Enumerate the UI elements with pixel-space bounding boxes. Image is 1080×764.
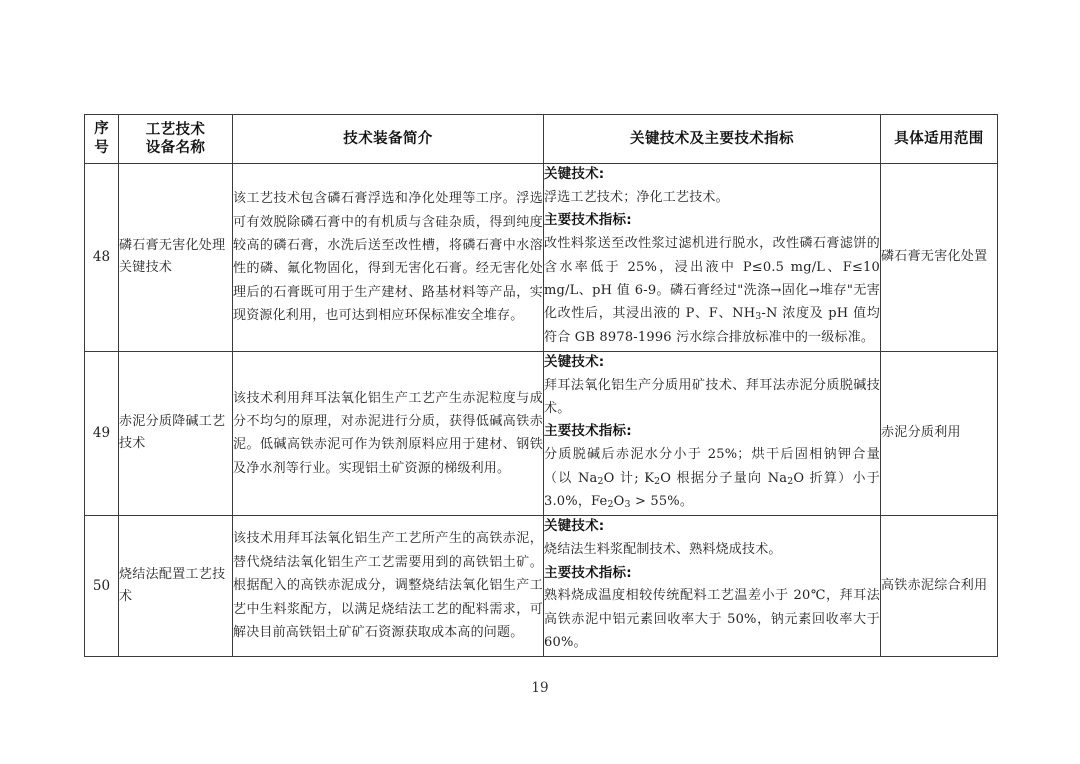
main-index-label: 主要技术指标: (544, 212, 632, 229)
table-row (85, 164, 998, 352)
cell-scope: 磷石膏无害化处置 (881, 164, 998, 352)
cell-scope: 高铁赤泥综合利用 (881, 516, 998, 656)
column-header-equipment-name (119, 115, 233, 164)
cell-key-technology (544, 351, 881, 516)
column-header-sequence-line1: 序 (94, 121, 109, 137)
cell-equipment-name: 赤泥分质降碱工艺技术 (119, 351, 233, 516)
column-header-equipment-name-line1: 工艺技术 (145, 121, 206, 138)
key-technology-text: 浮选工艺技术；净化工艺技术。 (544, 189, 729, 205)
table-body (85, 164, 998, 657)
column-header-sequence (85, 115, 119, 164)
cell-equipment-name: 烧结法配置工艺技术 (119, 516, 233, 656)
main-index-label: 主要技术指标: (544, 564, 632, 581)
cell-scope: 赤泥分质利用 (881, 351, 998, 516)
technology-catalog-table-wrapper (84, 114, 997, 657)
cell-equipment-name: 磷石膏无害化处理关键技术 (119, 164, 233, 352)
table-row (85, 516, 998, 656)
key-technology-text: 拜耳法氧化铝生产分质用矿技术、拜耳法赤泥分质脱碱技术。 (544, 377, 880, 416)
cell-description: 该技术利用拜耳法氧化铝生产工艺产生赤泥粒度与成分不均匀的原理，对赤泥进行分质，获得低碱高铁赤泥。低碱高铁赤泥可作为铁剂原料应用于建材、钢铁及净水剂等行业。实现铝土矿资源的梯级利用。 (233, 351, 544, 516)
cell-sequence: 50 (85, 516, 119, 656)
page-number: 19 (531, 680, 549, 696)
main-index-text: 改性料浆送至改性浆过滤机进行脱水，改性磷石膏滤饼的含水率低于 25%，浸出液中 P≤0.5 mg/L、F≤10 mg/L、pH 值 6-9。磷石膏经过"洗涤→固化→堆存"无害化改性后，其浸出液的 P、F、$NH_3-N$ 浓度及 pH 值均符合 GB 8978-1996 污水综合排放标准中的一级标准。 (544, 236, 880, 346)
cell-description: 该工艺技术包含磷石膏浮选和净化处理等工序。浮选可有效脱除磷石膏中的有机质与含硅杂质，得到纯度较高的磷石膏，水洗后送至改性槽，将磷石膏中水溶性的磷、氟化物固化，得到无害化石膏。经无害化处理后的石膏既可用于生产建材、路基材料等产品，实现资源化利用，也可达到相应环保标准安全堆存。 (233, 164, 544, 352)
cell-sequence: 49 (85, 351, 119, 516)
key-technology-label: 关键技术: (544, 353, 605, 370)
key-technology-label: 关键技术: (544, 518, 605, 535)
cell-key-technology (544, 164, 881, 352)
technology-catalog-table (84, 114, 998, 657)
cell-sequence: 48 (85, 164, 119, 352)
cell-key-technology (544, 516, 881, 656)
main-index-label: 主要技术指标: (544, 423, 632, 440)
main-index-text: 熟料烧成温度相较传统配料工艺温差小于 20℃，拜耳法高铁赤泥中铝元素回收率大于 50%，钠元素回收率大于 60%。 (544, 588, 880, 651)
table-header-row (85, 115, 998, 164)
cell-description: 该技术用拜耳法氧化铝生产工艺所产生的高铁赤泥，替代烧结法氧化铝生产工艺需要用到的高铁铝土矿。根据配入的高铁赤泥成分，调整烧结法氧化铝生产工艺中生料浆配方，以满足烧结法工艺的配料需求，可解决目前高铁铝土矿矿石资源获取成本高的问题。 (233, 516, 544, 656)
column-header-description: 技术装备简介 (233, 115, 544, 164)
column-header-sequence-line2: 号 (94, 139, 109, 156)
key-technology-text: 烧结法生料浆配制技术、熟料烧成技术。 (544, 542, 782, 558)
table-header (85, 115, 998, 164)
main-index-text: 分质脱碱后赤泥水分小于 25%；烘干后固相钠钾合量（以 $Na_2O$ 计; $K_2O$ 根据分子量向 $Na_2O$ 折算）小于 3.0%，$Fe_2O_3 > 55\%$。 (544, 447, 880, 511)
column-header-scope: 具体适用范围 (881, 115, 998, 164)
key-technology-label: 关键技术: (544, 166, 605, 183)
column-header-key-technology: 关键技术及主要技术指标 (544, 115, 881, 164)
column-header-equipment-name-line2: 设备名称 (145, 140, 206, 157)
table-row (85, 351, 998, 516)
